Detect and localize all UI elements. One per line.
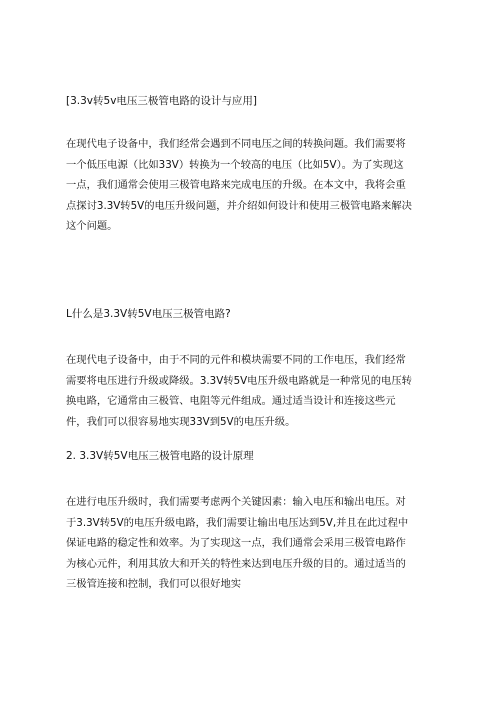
paragraph-line: 在现代电子设备中，我们经常会遇到不同电压之间的转换问题。我们需要将 [66,138,406,150]
paragraph-line: 为核心元件，利用其放大和开关的特性来达到电压升级的目的。通过适当的 [66,557,406,570]
paragraph-line: 一点，我们通常会使用三极管电路来完成电压的升级。在本文中，我将会重 [66,179,406,192]
paragraph-section-2 [66,492,442,595]
paragraph-line: 需要将电压进行升级或降级。3.3V转5V电压升级电路就是一种常见的电压转 [66,374,412,387]
paragraph-line: 点探讨3.3V转5V的电压升级问题，并介绍如何设计和使用三极管电路来解决 [66,199,412,212]
paragraph-line: 保证电路的稳定性和效率。为了实现这一点，我们通常会采用三极管电路作 [66,537,406,550]
paragraph-line: 件，我们可以很容易地实现33V到5V的电压升级。 [66,415,296,428]
section-heading-2: 2. 3.3V转5V电压三极管电路的设计原理 [66,450,254,462]
paragraph-line: 换电路，它通常由三极管、电阻等元件组成。通过适当设计和连接这些元 [66,395,396,408]
paragraph-line: 在进行电压升级时，我们需要考虑两个关键因素：输入电压和输出电压。对 [66,496,406,508]
document-title: [3.3v转5v电压三极管电路的设计与应用] [66,95,257,107]
paragraph-section-1 [66,350,442,432]
section-heading-1: L什么是3.3V转5V电压三极管电路? [66,308,231,320]
paragraph-line: 三极管连接和控制，我们可以很好地实 [66,578,242,591]
paragraph-line: 于3.3V转5V的电压升级电路，我们需要让输出电压达到5V,并且在此过程中 [66,516,409,529]
paragraph-intro [66,134,442,237]
paragraph-line: 在现代电子设备中，由于不同的元件和模块需要不同的工作电压，我们经常 [66,354,406,366]
paragraph-line: 一个低压电源（比如33V）转换为一个较高的电压（比如5V）。为了实现这 [66,158,404,171]
paragraph-line: 这个问题。 [66,220,118,233]
